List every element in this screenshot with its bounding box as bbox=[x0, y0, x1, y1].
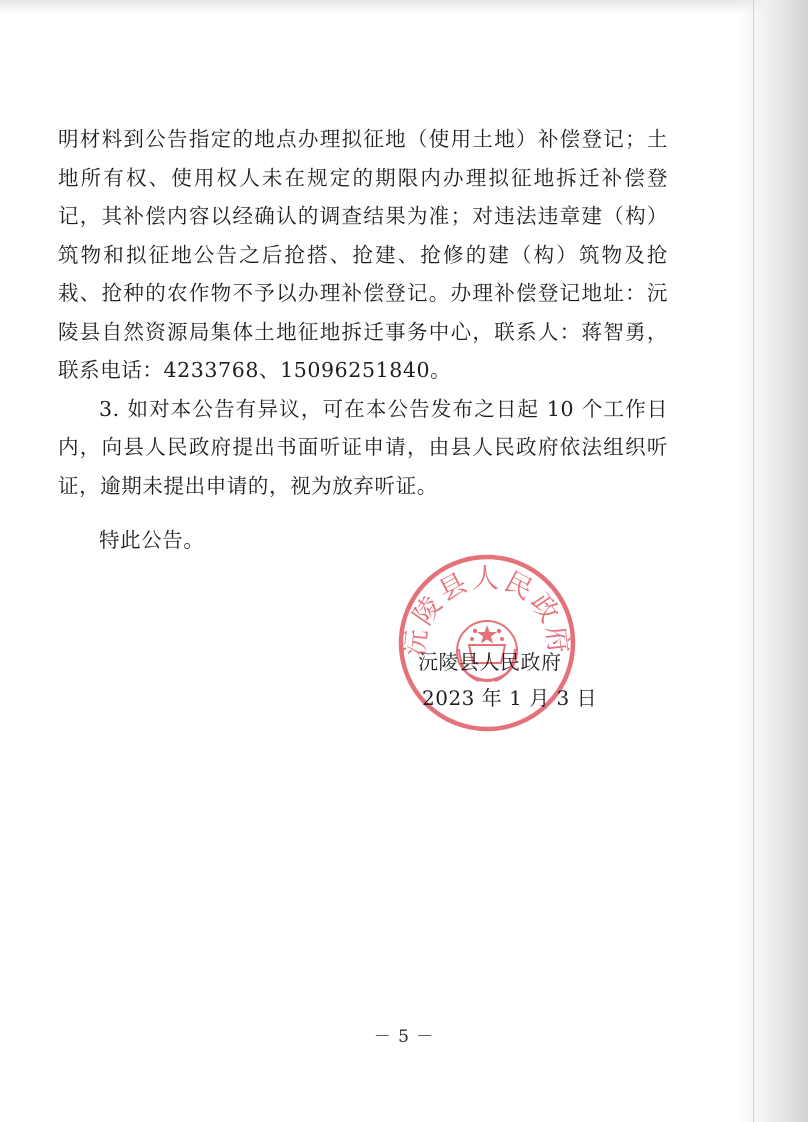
paragraph-objection: 3. 如对本公告有异议，可在本公告发布之日起 10 个工作日内，向县人民政府提出书面听证申请，由县人民政府依法组织听证，逾期未提出申请的，视为放弃听证。 bbox=[58, 396, 668, 498]
page-fold-line bbox=[753, 0, 754, 1122]
page-number: － 5 － bbox=[373, 1027, 435, 1047]
issue-date: 2023 年 1 月 3 日 bbox=[422, 686, 598, 710]
emblem-stars-icon bbox=[470, 625, 504, 644]
closing-text: 特此公告。 bbox=[99, 528, 205, 552]
scan-edge-top bbox=[0, 0, 808, 14]
issuer-name: 沅陵县人民政府 bbox=[418, 650, 562, 674]
body-text bbox=[58, 120, 668, 505]
scan-edge-right bbox=[738, 0, 808, 1122]
signature-block bbox=[418, 644, 597, 716]
seal-text: 沅陵县人民政府 bbox=[399, 563, 575, 659]
paragraph-registration: 明材料到公告指定的地点办理拟征地（使用土地）补偿登记；土地所有权、使用权人未在规定的期限内办理拟征地拆迁补偿登记，其补偿内容以经确认的调查结果为准；对违法违章建（构）筑物和拟征地公告之后抢搭、抢建、抢修的建（构）筑物及抢栽、抢种的农作物不予以办理补偿登记。办理补偿登记地址：沅陵县自然资源局集体土地征地拆迁事务中心，联系人：蒋智勇，联系电话：4233768、15096251840。 bbox=[58, 127, 668, 382]
